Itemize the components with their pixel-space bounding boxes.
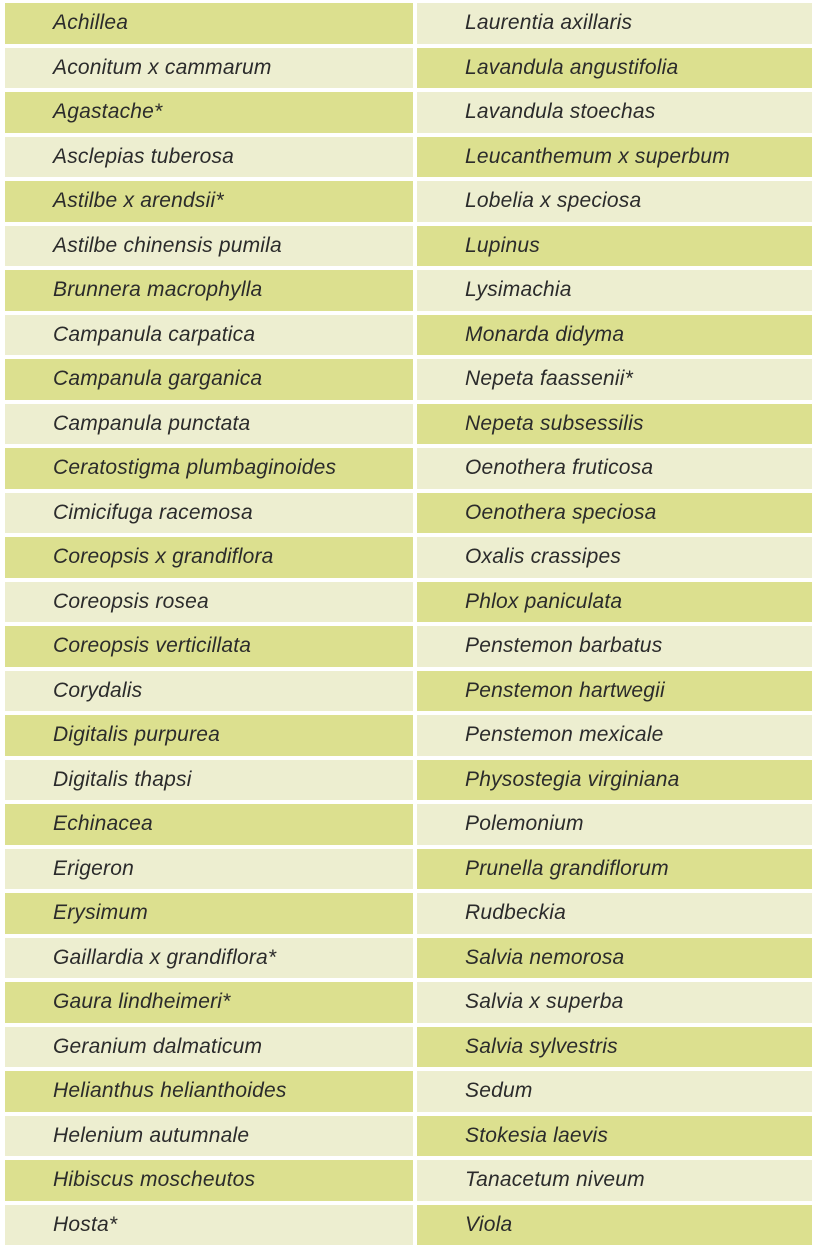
plant-name: Rudbeckia	[465, 901, 567, 925]
table-cell	[417, 671, 812, 712]
table-cell	[417, 1116, 812, 1157]
table-cell	[5, 537, 413, 578]
plant-name: Prunella grandiflorum	[465, 856, 669, 880]
table-cell	[417, 181, 812, 222]
plant-name: Physostegia virginiana	[465, 767, 680, 791]
plant-name: Coreopsis rosea	[53, 589, 209, 613]
table-cell	[5, 804, 413, 845]
table-cell	[5, 181, 413, 222]
table-cell	[5, 1205, 413, 1246]
plant-name: Astilbe x arendsii*	[53, 189, 224, 213]
table-cell	[417, 493, 812, 534]
table-cell	[5, 671, 413, 712]
plant-name: Helenium autumnale	[53, 1123, 250, 1147]
table-cell	[5, 359, 413, 400]
table-cell	[417, 3, 812, 44]
table-cell	[417, 48, 812, 89]
table-cell	[417, 226, 812, 267]
table-cell	[417, 715, 812, 756]
plant-name: Oenothera speciosa	[465, 500, 657, 524]
plant-name: Monarda didyma	[465, 322, 625, 346]
table-cell	[5, 3, 413, 44]
plant-name: Lysimachia	[465, 278, 572, 302]
plant-name: Phlox paniculata	[465, 589, 623, 613]
table-cell	[417, 1205, 812, 1246]
plant-name: Stokesia laevis	[465, 1123, 609, 1147]
plant-name: Hibiscus moscheutos	[53, 1168, 256, 1192]
table-cell	[417, 1071, 812, 1112]
table-cell	[5, 715, 413, 756]
plant-name: Hosta*	[53, 1212, 118, 1236]
plant-name: Astilbe chinensis pumila	[53, 233, 282, 257]
table-cell	[417, 938, 812, 979]
plant-name: Achillea	[53, 11, 129, 35]
plant-name: Cimicifuga racemosa	[53, 500, 253, 524]
table-cell	[417, 626, 812, 667]
plant-name: Gaura lindheimeri*	[53, 990, 231, 1014]
plant-name: Oenothera fruticosa	[465, 456, 654, 480]
table-cell	[5, 48, 413, 89]
table-cell	[5, 92, 413, 133]
table-cell	[417, 137, 812, 178]
plant-name: Asclepias tuberosa	[53, 144, 235, 168]
table-cell	[5, 270, 413, 311]
table-cell	[5, 626, 413, 667]
table-cell	[5, 1027, 413, 1068]
table-cell	[5, 982, 413, 1023]
table-cell	[417, 893, 812, 934]
plant-name: Sedum	[465, 1079, 533, 1103]
table-cell	[417, 92, 812, 133]
table-cell	[417, 582, 812, 623]
plant-name: Penstemon hartwegii	[465, 678, 665, 702]
plant-name: Coreopsis x grandiflora	[53, 545, 274, 569]
plant-name: Gaillardia x grandiflora*	[53, 945, 277, 969]
plant-name: Nepeta subsessilis	[465, 411, 644, 435]
table-cell	[417, 1027, 812, 1068]
plant-name: Echinacea	[53, 812, 153, 836]
plant-name: Aconitum x cammarum	[53, 55, 272, 79]
table-cell	[417, 760, 812, 801]
plant-name: Salvia sylvestris	[465, 1034, 618, 1058]
table-cell	[5, 1160, 413, 1201]
table-cell	[417, 982, 812, 1023]
table-cell	[5, 404, 413, 445]
plant-name: Viola	[465, 1212, 513, 1236]
table-cell	[5, 760, 413, 801]
table-cell	[5, 493, 413, 534]
plant-name: Erigeron	[53, 856, 134, 880]
plant-name: Brunnera macrophylla	[53, 278, 263, 302]
plant-name: Oxalis crassipes	[465, 545, 622, 569]
plant-name: Polemonium	[465, 812, 584, 836]
plant-name: Lavandula stoechas	[465, 100, 656, 124]
plant-name: Campanula carpatica	[53, 322, 256, 346]
plant-name: Penstemon mexicale	[465, 723, 664, 747]
plant-name: Tanacetum niveum	[465, 1168, 645, 1192]
plant-name: Leucanthemum x superbum	[465, 144, 730, 168]
table-cell	[5, 226, 413, 267]
table-cell	[5, 1116, 413, 1157]
table-cell	[417, 849, 812, 890]
table-cell	[5, 1071, 413, 1112]
plant-name: Lavandula angustifolia	[465, 55, 679, 79]
plant-name: Nepeta faassenii*	[465, 367, 634, 391]
plant-name: Salvia x superba	[465, 990, 624, 1014]
table-cell	[5, 849, 413, 890]
table-cell	[417, 404, 812, 445]
plant-name: Penstemon barbatus	[465, 634, 663, 658]
table-cell	[5, 137, 413, 178]
table-cell	[417, 804, 812, 845]
plant-name: Campanula garganica	[53, 367, 263, 391]
plant-name: Digitalis thapsi	[53, 767, 192, 791]
plant-name: Digitalis purpurea	[53, 723, 221, 747]
table-cell	[5, 315, 413, 356]
table-cell	[417, 448, 812, 489]
plant-name: Erysimum	[53, 901, 148, 925]
table-cell	[417, 315, 812, 356]
plant-name: Laurentia axillaris	[465, 11, 633, 35]
table-cell	[417, 359, 812, 400]
table-cell	[5, 893, 413, 934]
plant-name: Coreopsis verticillata	[53, 634, 252, 658]
plant-table-grid	[5, 3, 812, 1245]
table-cell	[417, 537, 812, 578]
table-cell	[5, 938, 413, 979]
table-cell	[417, 270, 812, 311]
plant-name: Corydalis	[53, 678, 143, 702]
plant-name: Campanula punctata	[53, 411, 251, 435]
plant-name: Agastache*	[53, 100, 163, 124]
plant-name: Geranium dalmaticum	[53, 1034, 263, 1058]
plant-name: Lupinus	[465, 233, 540, 257]
plant-name: Salvia nemorosa	[465, 945, 625, 969]
table-cell	[5, 448, 413, 489]
table-cell	[417, 1160, 812, 1201]
plant-name: Lobelia x speciosa	[465, 189, 642, 213]
plant-name: Ceratostigma plumbaginoides	[53, 456, 337, 480]
table-cell	[5, 582, 413, 623]
plant-name: Helianthus helianthoides	[53, 1079, 287, 1103]
